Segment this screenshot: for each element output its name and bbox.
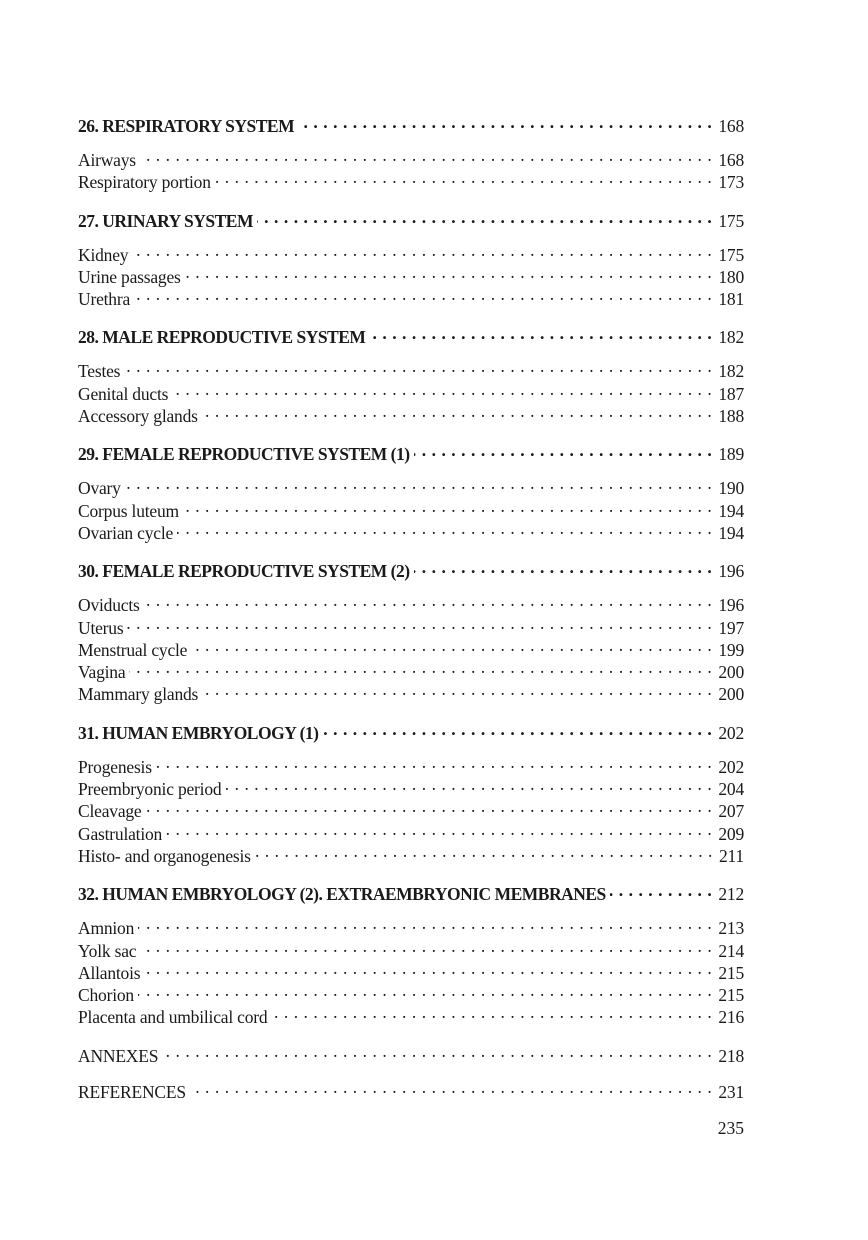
toc-entry[interactable] xyxy=(78,495,744,521)
dot-leader xyxy=(162,1040,712,1062)
toc-entry-annexes[interactable] xyxy=(78,1040,744,1066)
toc-section-female-reproductive-system-2 xyxy=(78,555,744,705)
dot-leader xyxy=(215,166,713,188)
entry-label: Uterus xyxy=(78,617,124,638)
entry-label: Ovary xyxy=(78,478,121,499)
entry-label: Yolk sac xyxy=(78,940,137,961)
dot-leader xyxy=(132,239,712,261)
entry-label: Mammary glands xyxy=(78,684,199,705)
heading-title: 32. HUMAN EMBRYOLOGY (2). EXTRAEMBRYONIC MEMBRANES xyxy=(78,884,606,905)
dot-leader xyxy=(146,795,713,817)
toc-entry[interactable] xyxy=(78,773,744,800)
toc-entry[interactable] xyxy=(78,957,744,983)
toc-heading[interactable] xyxy=(78,717,744,741)
dot-leader xyxy=(183,495,712,517)
dot-leader xyxy=(140,144,712,166)
heading-title: 31. HUMAN EMBRYOLOGY (1) xyxy=(78,722,319,743)
heading-title: 29. FEMALE REPRODUCTIVE SYSTEM (1) xyxy=(78,444,410,465)
toc-section-annexes xyxy=(78,1040,744,1066)
toc-entry[interactable] xyxy=(78,589,744,616)
dot-leader xyxy=(138,912,712,934)
dot-leader xyxy=(177,517,712,539)
page-number: 212 xyxy=(718,884,744,905)
entry-label: Histo- and organogenesis xyxy=(78,845,251,866)
toc-heading[interactable] xyxy=(78,555,744,582)
dot-leader xyxy=(144,957,712,979)
page-number: 211 xyxy=(718,845,744,866)
dot-leader xyxy=(271,1001,712,1023)
dot-leader xyxy=(156,751,713,773)
toc-entry[interactable] xyxy=(78,634,744,660)
page-number: 182 xyxy=(718,327,744,348)
toc-heading[interactable] xyxy=(78,878,744,905)
entry-label: Vagina xyxy=(78,662,126,683)
toc-heading[interactable] xyxy=(78,110,744,134)
dot-leader xyxy=(255,840,713,862)
toc-entry[interactable] xyxy=(78,795,744,822)
toc-heading[interactable] xyxy=(78,205,744,229)
dot-leader xyxy=(134,283,712,305)
page-number: 202 xyxy=(718,756,744,777)
page-number: 216 xyxy=(718,1007,744,1028)
dot-leader xyxy=(369,321,712,343)
page-number: 189 xyxy=(718,444,744,465)
page-number: 194 xyxy=(718,522,744,543)
page-number: 200 xyxy=(718,684,744,705)
entry-label: Progenesis xyxy=(78,756,152,777)
entry-label: Genital ducts xyxy=(78,383,169,404)
toc-entry[interactable] xyxy=(78,612,744,638)
toc-entry[interactable] xyxy=(78,1001,744,1028)
dot-leader xyxy=(144,589,713,611)
page-number: 204 xyxy=(718,779,744,800)
page-number: 196 xyxy=(718,561,744,582)
toc-entry[interactable] xyxy=(78,283,744,310)
page-number: 207 xyxy=(718,801,744,822)
page-number: 218 xyxy=(718,1045,744,1066)
entry-label: Ovarian cycle xyxy=(78,522,174,543)
toc-entry[interactable] xyxy=(78,400,744,427)
dot-leader xyxy=(322,717,712,739)
toc-entry[interactable] xyxy=(78,840,744,866)
page-number: 209 xyxy=(718,823,744,844)
dot-leader xyxy=(127,612,712,634)
page-folio-number: 235 xyxy=(717,1118,744,1138)
toc-entry[interactable] xyxy=(78,378,744,404)
table-of-contents xyxy=(78,110,744,1112)
dot-leader xyxy=(414,438,713,460)
entry-label: Placenta and umbilical cord xyxy=(78,1007,268,1028)
dot-leader xyxy=(191,634,712,656)
dot-leader xyxy=(124,355,712,377)
page-number: 175 xyxy=(718,244,744,265)
entry-label: Menstrual cycle xyxy=(78,639,188,660)
page-number: 181 xyxy=(718,289,744,310)
page-number: 199 xyxy=(718,639,744,660)
heading-title: 28. MALE REPRODUCTIVE SYSTEM xyxy=(78,327,366,348)
page-number: 187 xyxy=(718,383,744,404)
dot-leader xyxy=(610,878,713,900)
dot-leader xyxy=(202,678,712,700)
entry-label: Urethra xyxy=(78,289,131,310)
toc-entry[interactable] xyxy=(78,144,744,170)
page-number: 197 xyxy=(718,617,744,638)
toc-entry[interactable] xyxy=(78,166,744,193)
dot-leader xyxy=(257,205,712,227)
toc-section-male-reproductive-system xyxy=(78,321,744,427)
dot-leader xyxy=(166,818,712,840)
entry-label: Accessory glands xyxy=(78,406,198,427)
toc-section-human-embryology-1 xyxy=(78,717,744,866)
page-number: 231 xyxy=(718,1082,744,1103)
toc-section-respiratory-system xyxy=(78,110,744,193)
dot-leader xyxy=(185,261,713,283)
page-number: 180 xyxy=(718,266,744,287)
toc-entry[interactable] xyxy=(78,355,744,382)
toc-entry[interactable] xyxy=(78,239,744,265)
entry-label: ANNEXES xyxy=(78,1045,159,1066)
page-number: 215 xyxy=(718,985,744,1006)
toc-section-references xyxy=(78,1076,744,1103)
page-number: 215 xyxy=(718,962,744,983)
entry-label: Allantois xyxy=(78,962,141,983)
dot-leader xyxy=(129,656,712,678)
entry-label: Chorion xyxy=(78,985,134,1006)
page-number: 200 xyxy=(718,662,744,683)
dot-leader xyxy=(172,378,712,400)
entry-label: Gastrulation xyxy=(78,823,163,844)
entry-label: REFERENCES xyxy=(78,1082,186,1103)
entry-label: Respiratory portion xyxy=(78,172,211,193)
toc-heading[interactable] xyxy=(78,438,744,465)
dot-leader xyxy=(190,1076,712,1098)
entry-label: Corpus luteum xyxy=(78,500,179,521)
toc-entry[interactable] xyxy=(78,517,744,543)
dot-leader xyxy=(202,400,713,422)
page-number: 175 xyxy=(718,210,744,231)
toc-section-female-reproductive-system-1 xyxy=(78,438,744,543)
entry-label: Kidney xyxy=(78,244,129,265)
dot-leader xyxy=(138,979,712,1001)
dot-leader xyxy=(414,555,713,577)
heading-title: 26. RESPIRATORY SYSTEM xyxy=(78,116,295,136)
heading-title: 27. URINARY SYSTEM xyxy=(78,210,253,231)
toc-entry[interactable] xyxy=(78,751,744,777)
page-number: 202 xyxy=(718,722,744,743)
toc-section-urinary-system xyxy=(78,205,744,310)
dot-leader xyxy=(140,935,712,957)
dot-leader xyxy=(225,773,712,795)
entry-label: Airways xyxy=(78,150,136,170)
page-number: 168 xyxy=(718,116,744,136)
entry-label: Oviducts xyxy=(78,595,140,616)
toc-entry[interactable] xyxy=(78,472,744,499)
page-number: 196 xyxy=(718,595,744,616)
toc-heading[interactable] xyxy=(78,321,744,348)
toc-entry[interactable] xyxy=(78,261,744,287)
entry-label: Testes xyxy=(78,361,121,382)
toc-entry[interactable] xyxy=(78,979,744,1006)
toc-entry[interactable] xyxy=(78,935,744,961)
toc-entry[interactable] xyxy=(78,818,744,844)
page-number: 194 xyxy=(718,500,744,521)
page-number: 214 xyxy=(718,940,744,961)
entry-label: Preembryonic period xyxy=(78,779,222,800)
entry-label: Amnion xyxy=(78,918,135,939)
page-number: 173 xyxy=(718,172,744,193)
page-number: 182 xyxy=(718,361,744,382)
entry-label: Cleavage xyxy=(78,801,142,822)
page-number: 168 xyxy=(718,150,744,170)
entry-label: Urine passages xyxy=(78,266,181,287)
heading-title: 30. FEMALE REPRODUCTIVE SYSTEM (2) xyxy=(78,561,410,582)
toc-section-human-embryology-2 xyxy=(78,878,744,1028)
page-number: 213 xyxy=(718,918,744,939)
page-number: 188 xyxy=(718,406,744,427)
dot-leader xyxy=(298,110,712,132)
dot-leader xyxy=(125,472,713,494)
page-number: 190 xyxy=(718,478,744,499)
toc-entry[interactable] xyxy=(78,678,744,705)
toc-entry-references[interactable] xyxy=(78,1076,744,1103)
toc-entry[interactable] xyxy=(78,656,744,683)
toc-entry[interactable] xyxy=(78,912,744,939)
